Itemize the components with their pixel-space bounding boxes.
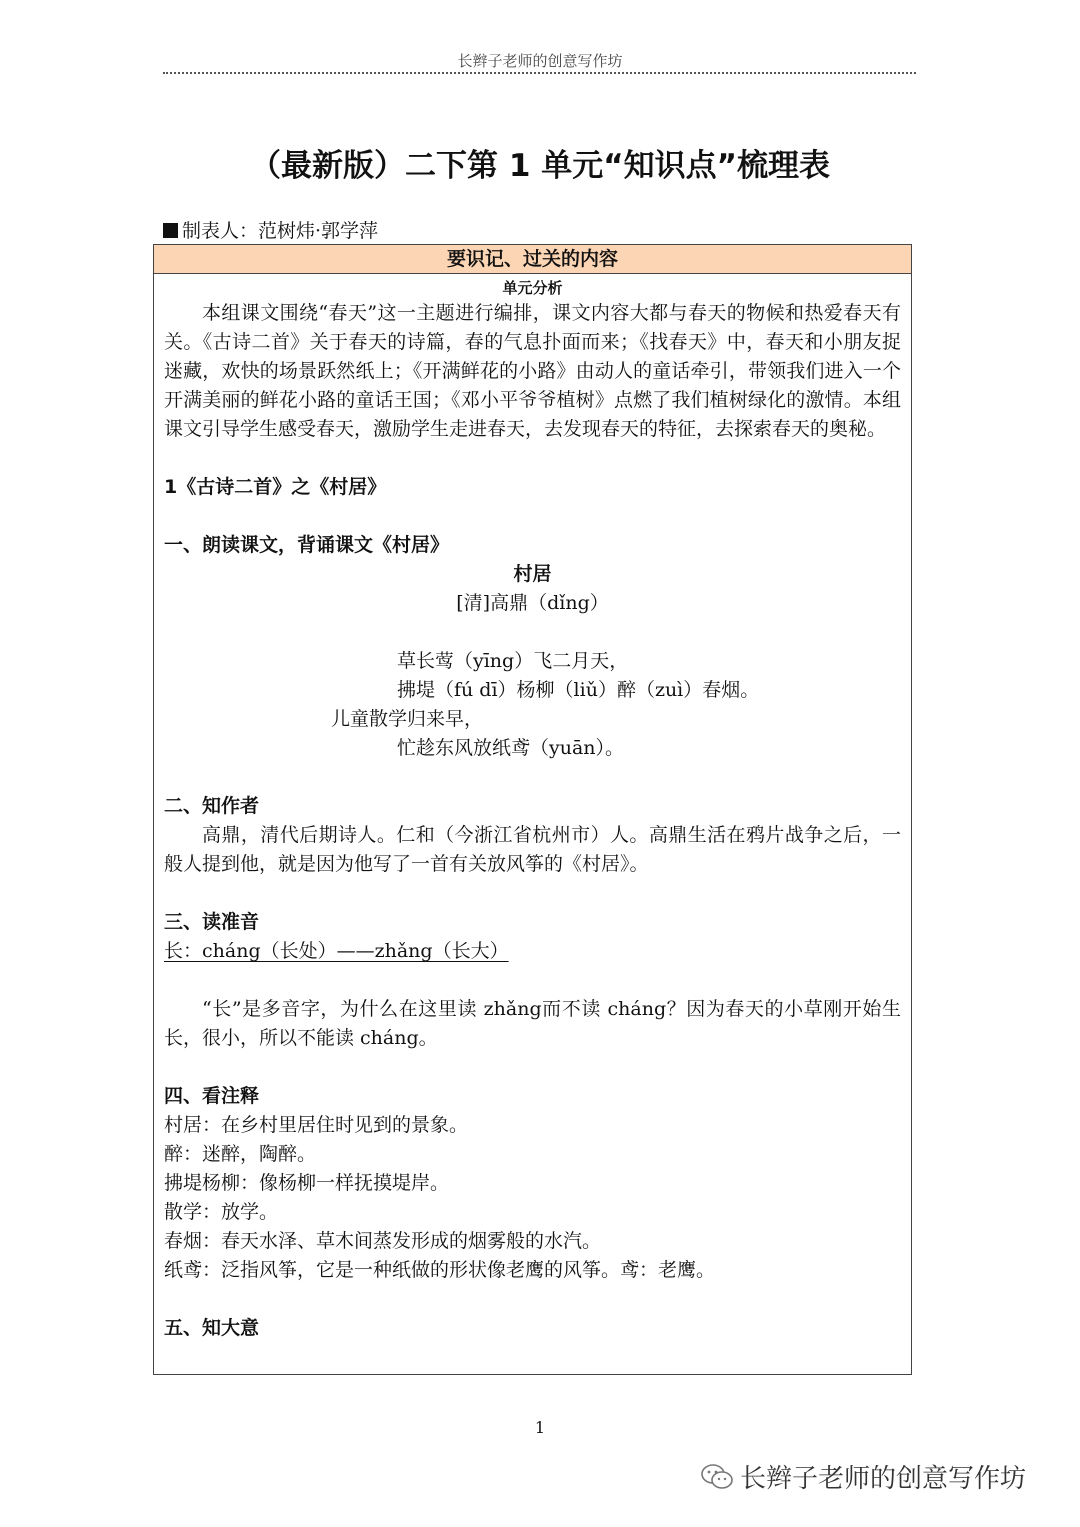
pronunciation-text: 长：cháng（长处）——zhǎng（长大） [164,940,509,962]
note-item: 纸鸢：泛指风筝，它是一种纸做的形状像老鹰的风筝。鸢：老鹰。 [164,1259,716,1281]
makers-text: 制表人：范树炜·郭学萍 [182,220,379,242]
table-body [154,277,911,1343]
poem-title: 村居 [513,563,552,585]
note-item: 村居：在乡村里居住时见到的景象。 [164,1114,469,1136]
note-item: 春烟：春天水泽、草木间蒸发形成的烟雾般的水汽。 [164,1230,602,1252]
document-title: （最新版）二下第 1 单元“知识点”梳理表 [250,148,830,184]
poem-line: 草长莺（yīng）飞二月天， [397,650,629,672]
note-item: 醉：迷醉，陶醉。 [164,1143,317,1165]
poem-line: 拂堤（fú dī）杨柳（liǔ）醉（zuì）春烟。 [397,679,760,701]
poem-author: [清]高鼎（dǐng） [456,592,609,614]
header-divider [163,72,916,74]
watermark-text: 长辫子老师的创意写作坊 [740,1464,1027,1494]
knowledge-table [153,244,912,1375]
note-item: 拂堤杨柳：像杨柳一样抚摸堤岸。 [164,1172,450,1194]
note-item: 散学：放学。 [164,1201,279,1223]
section-5-heading: 五、知大意 [164,1317,260,1339]
page-number: 1 [534,1418,546,1437]
wechat-icon [700,1463,734,1491]
lesson-title: 1《古诗二首》之《村居》 [164,476,387,498]
poem-line: 儿童散学归来早， [331,708,484,730]
poem-line: 忙趁东风放纸鸢（yuān）。 [397,737,625,759]
author-text: 高鼎，清代后期诗人。仁和（今浙江省杭州市）人。高鼎生活在鸦片战争之后，一般人提到他，就是因为他写了一首有关放风筝的《村居》。 [164,824,901,875]
section-4-heading: 四、看注释 [164,1085,260,1107]
unit-analysis-text: 本组课文围绕“春天”这一主题进行编排，课文内容大都与春天的物候和热爱春天有关。《古诗二首》关于春天的诗篇，春的气息扑面而来；《找春天》中，春天和小朋友捉迷藏，欢快的场景跃然纸上；《开满鲜花的小路》由动人的童话牵引，带领我们进入一个开满美丽的鲜花小路的童话王国；《邓小平爷爷植树》点燃了我们植树绿化的激情。本组课文引导学生感受春天，激励学生走进春天，去发现春天的特征，去探索春天的奥秘。 [164,302,901,440]
table-heading: 要识记、过关的内容 [154,245,911,274]
makers-line [163,216,378,243]
section-3-heading: 三、读准音 [164,911,260,933]
pronunciation-line [164,937,901,966]
section-2-heading: 二、知作者 [164,795,260,817]
page-header: 长辫子老师的创意写作坊 [457,52,623,70]
pronunciation-explanation: “长”是多音字，为什么在这里读 zhǎng而不读 cháng？因为春天的小草刚开始生长，很小，所以不能读 cháng。 [164,998,901,1049]
section-1-heading: 一、朗读课文，背诵课文《村居》 [164,534,450,556]
square-bullet-icon [163,223,178,238]
watermark [700,1458,1026,1495]
unit-analysis-heading: 单元分析 [502,279,563,297]
